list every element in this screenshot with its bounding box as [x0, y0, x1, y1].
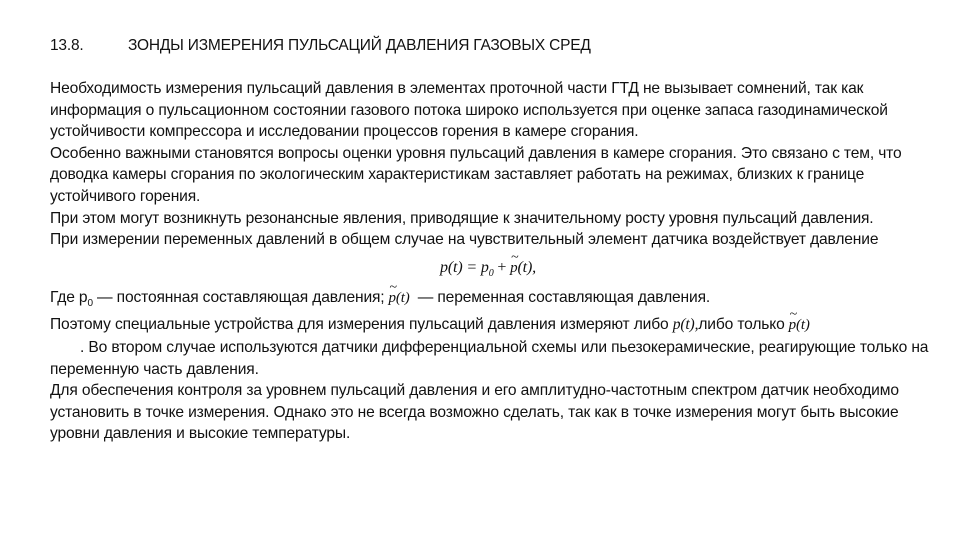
- sensor-paragraph: Поэтому специальные устройства для измерения пульсаций давления измеряют либо p(t),либо только ~ p(t) . Во втором случае используются датчики дифференциальной схемы или пьезокерамические, реагирующие только на переменную часть давления.: [50, 307, 929, 378]
- where-line: Где $p_0$ — постоянная составляющая давления; ~ p(t) — переменная составляющая давления.: [50, 279, 711, 309]
- body-text: [50, 78, 930, 445]
- formula-row: [50, 251, 930, 279]
- paragraph-1: Необходимость измерения пульсаций давления в элементах проточной части ГТД не вызывает сомнений, так как информация о пульсационном состоянии газового потока широко используется при оценке запаса газодинамической устойчивости компрессора и исследовании процессов горения в камере сгорания.: [50, 80, 888, 141]
- paragraph-3: При этом могут возникнуть резонансные явления, приводящие к значительному росту уровня пульсаций давления.: [50, 209, 874, 227]
- slide-title: [50, 37, 591, 55]
- paragraph-2: Особенно важными становятся вопросы оценки уровня пульсаций давления в камере сгорания. Это связано с тем, что доводка камеры сгорания по экологическим характеристикам заставляет работать на режимах, близких к границе устойчивого горения.: [50, 144, 902, 205]
- title-text: ЗОНДЫ ИЗМЕРЕНИЯ ПУЛЬСАЦИЙ ДАВЛЕНИЯ ГАЗОВЫХ СРЕД: [128, 37, 591, 54]
- paragraph-last: Для обеспечения контроля за уровнем пульсаций давления и его амплитудно-частотным спектром датчик необходимо установить в точке измерения. Однако это не всегда возможно сделать, так как в точке измерения могут быть высокие уровни давления и высокие температуры.: [50, 382, 899, 443]
- p-tilde-symbol-2: ~ p(t): [788, 307, 810, 334]
- section-number: 13.8.: [50, 37, 84, 54]
- pressure-formula: $p(t) = p_0$ + ~ p(t),: [440, 249, 537, 279]
- p-tilde-symbol: ~ p(t): [388, 279, 410, 306]
- paragraph-4: При измерении переменных давлений в общем случае на чувствительный элемент датчика воздействует давление: [50, 231, 879, 249]
